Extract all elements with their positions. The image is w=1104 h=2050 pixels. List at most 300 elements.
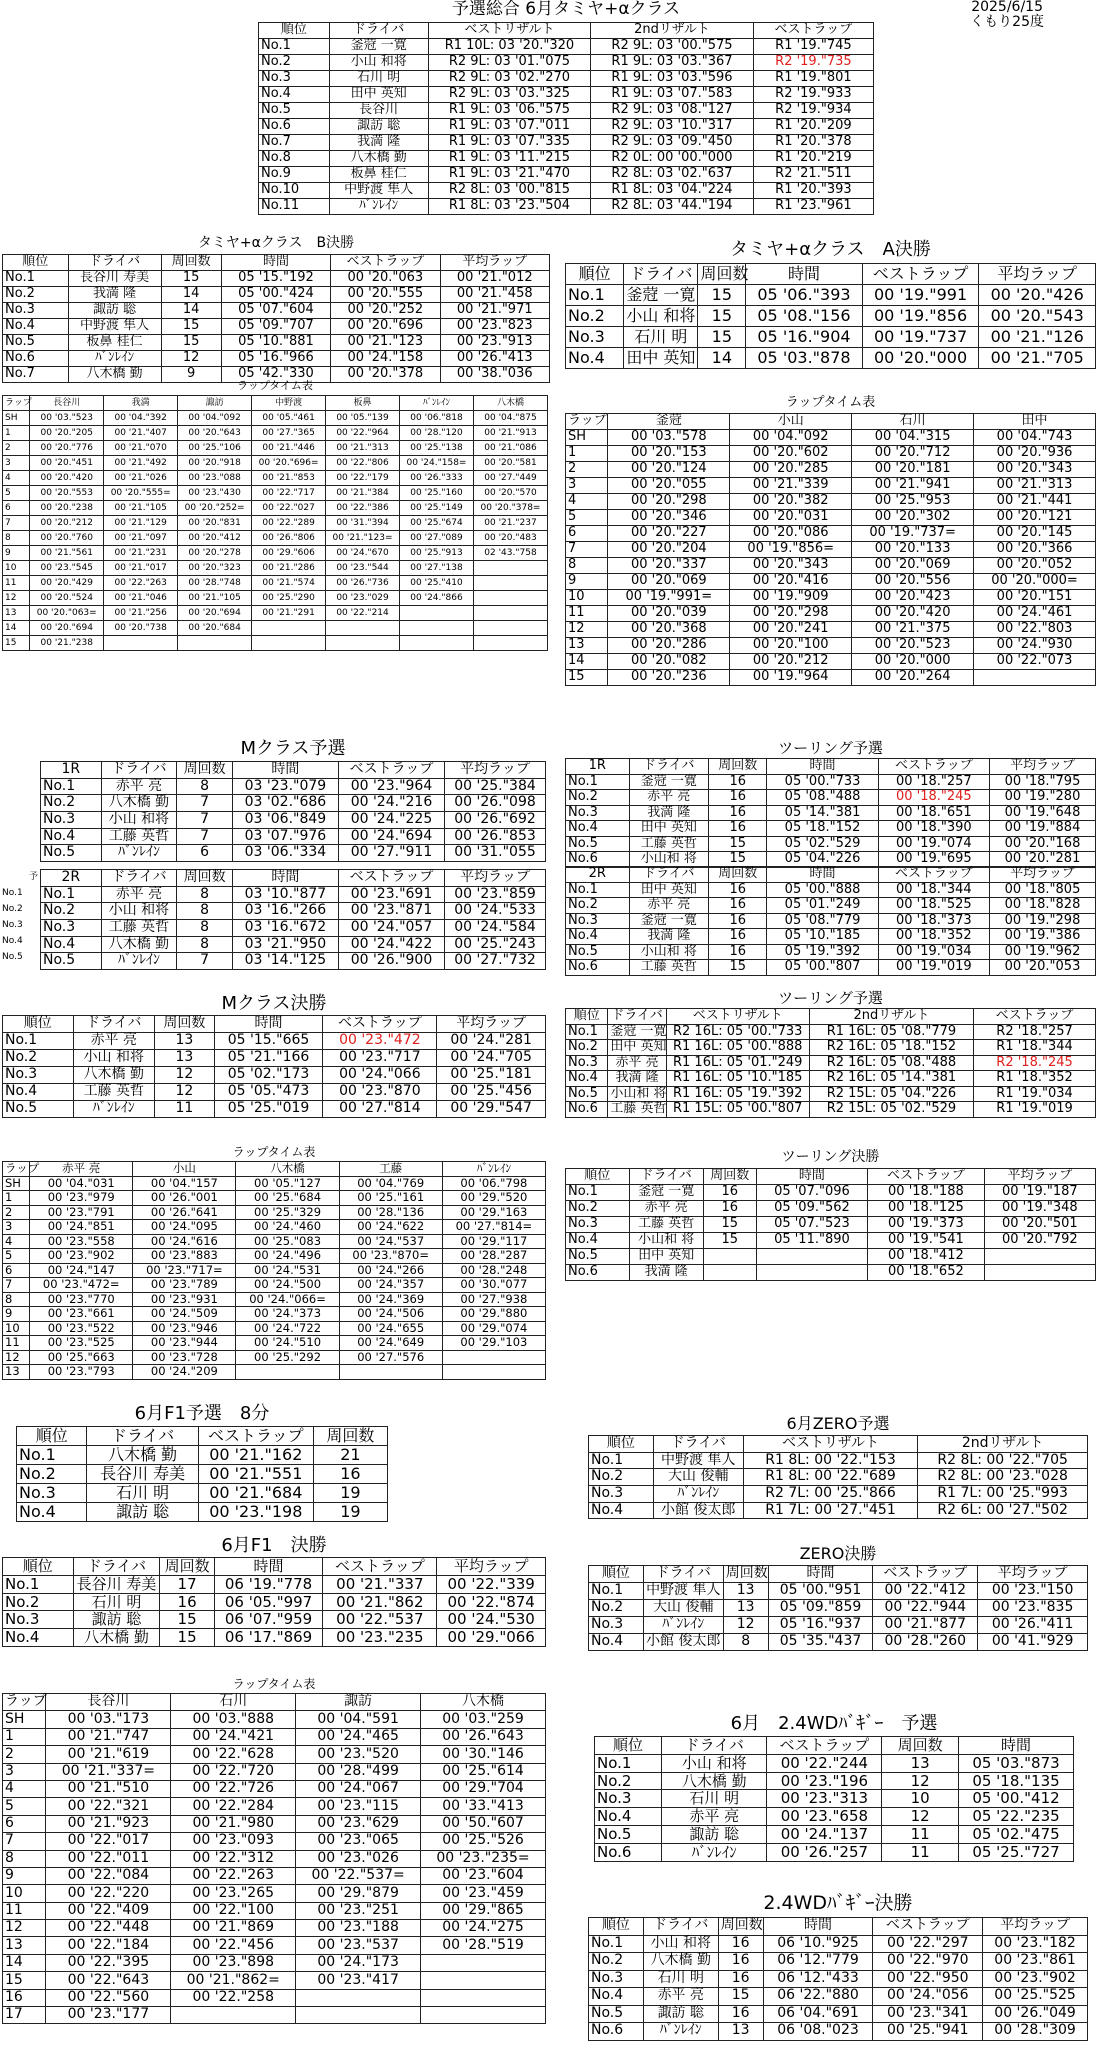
table-cell: 05 '07."096 [756,1185,867,1201]
table-cell: 00 '22."874 [437,1593,546,1611]
table-cell: 00 '24."158 [331,351,440,367]
table-header-row [41,762,546,779]
table-cell: 11 [155,1101,215,1118]
table-cell: 00 '04."157 [133,1176,236,1191]
table-cell: 05 '00."807 [767,960,878,976]
table-cell: 00 '22."258 [171,1989,296,2006]
table-row [3,1593,546,1611]
table-cell: 00 '20."145 [974,526,1096,542]
table-cell: 00 '21."286 [252,561,326,576]
tour-qual-r2-section [565,866,1096,976]
table-row [589,1970,1088,1988]
table-cell: 05 '10."881 [221,335,330,351]
table-cell: No.6 [566,1102,608,1118]
table-cell: 00 '24."422 [338,936,444,953]
column-header: 順位 [566,1009,608,1025]
tour-qual-r1-table [565,758,1096,868]
table-cell: No.5 [566,1249,630,1265]
table-cell: R1 9L: 03 '07."011 [428,119,591,135]
column-header: 赤平 亮 [30,1162,133,1177]
table-cell: 00 '04."769 [339,1176,442,1191]
table-row [3,1050,546,1067]
table-cell: 00 '21."877 [873,1617,978,1634]
table-cell: No.2 [566,306,624,327]
table-cell: No.5 [595,1825,662,1843]
table-cell: 00 '20."378= [473,501,547,516]
table-cell: R1 9L: 03 '21."470 [428,167,591,183]
table-cell: 12 [155,1084,215,1101]
table-cell: No.5 [566,944,630,960]
table-cell: 00 '22."027 [252,501,326,516]
table-row [595,1843,1074,1861]
table-cell: R2 15L: 05 '02."529 [809,1102,973,1118]
table-cell: 00 '03."523 [30,411,104,426]
table-cell: 00 '25."243 [444,936,545,953]
table-cell: 00 '24."670 [326,546,400,561]
table-row [3,351,550,367]
column-header: 平均ラップ [979,264,1096,285]
table-cell: 00 '29."117 [442,1234,545,1249]
table-cell: No.6 [566,960,630,976]
table-row [595,1825,1074,1843]
table-row [3,1205,546,1220]
f1-final-title: 6月F1 決勝 [221,1535,327,1556]
table-cell: R2 9L: 03 '08."127 [591,103,754,119]
table-cell: 釜蒄 一寛 [329,39,428,55]
table-cell: 00 '24."506 [339,1307,442,1322]
table-cell: No.11 [259,199,330,215]
column-header: 時間 [756,1169,867,1185]
table-row [589,1988,1088,2006]
table-cell: 3 [3,1220,30,1235]
table-cell: 00 '18."651 [878,805,989,821]
table-cell: 00 '22."017 [46,1833,171,1850]
table-cell: 00 '27."138 [400,561,474,576]
table-cell: 05 '35."437 [768,1634,873,1651]
table-row [3,486,548,501]
table-cell: 00 '23."717 [323,1050,437,1067]
table-cell: 00 '25."106 [178,441,252,456]
table-cell: 00 '27."732 [444,953,545,970]
table-cell: 00 '21."561 [30,546,104,561]
table-cell: 00 '21."238 [30,636,104,651]
buggy-qual-section [594,1712,1074,1862]
table-cell: 00 '18."373 [878,913,989,929]
lap-b-title: ラップタイム表 [237,379,313,392]
table-cell: 00 '24."357 [339,1278,442,1293]
table-row [41,903,546,920]
table-cell: 00 '20."298 [730,606,852,622]
table-cell: 13 [723,1583,768,1600]
table-cell [421,1954,546,1971]
table-row [566,622,1096,638]
table-row [589,1600,1088,1617]
table-cell: 00 '21."231 [104,546,178,561]
table-cell: No.2 [3,1050,74,1067]
table-cell: 00 '20."918 [178,456,252,471]
table-header-row [3,396,548,411]
table-cell: 八木橋 勤 [101,795,177,812]
table-cell: 00 '22."643 [46,1972,171,1989]
table-cell: 00 '24."866 [400,591,474,606]
column-header: 平均ラップ [444,870,545,887]
table-cell: R1 9L: 03 '03."596 [591,71,754,87]
table-header-row [566,1009,1096,1025]
table-cell: 12 [723,1617,768,1634]
column-header: ドライバ [653,1436,743,1453]
table-cell: 05 '21."166 [214,1050,323,1067]
table-cell: 05 '00."951 [768,1583,873,1600]
zero-final-table [588,1565,1088,1651]
table-cell: No.6 [566,852,630,868]
table-row [3,1575,546,1593]
table-row [3,411,548,426]
table-cell: 00 '18."352 [878,929,989,945]
table-row [566,462,1096,478]
table-cell: 00 '24."694 [338,828,444,845]
table-cell: R1 '18."352 [974,1071,1096,1087]
table-cell [326,636,400,651]
column-header: ベストリザルト [743,1436,918,1453]
column-header: 周回数 [161,255,221,271]
table-cell: 00 '22."289 [252,516,326,531]
table-cell: 00 '22."312 [171,1850,296,1867]
tamiya-a-section [565,236,1096,369]
table-cell: 00 '20."031 [730,510,852,526]
table-row [3,1611,546,1629]
table-cell: 19 [313,1503,387,1522]
table-cell: 小山和 将 [629,944,709,960]
table-cell: 00 '21."313 [974,478,1096,494]
table-cell: 00 '20."366 [974,542,1096,558]
table-cell: R2 0L: 00 '00."000 [591,151,754,167]
table-cell: R2 7L: 00 '25."866 [743,1486,918,1503]
table-cell: 釜蒄 一寛 [608,1024,666,1040]
table-cell: SH [3,411,30,426]
table-cell: 田中 英知 [629,882,709,898]
table-cell: 00 '20."523 [852,638,974,654]
table-cell: R1 9L: 03 '06."575 [428,103,591,119]
table-row [566,606,1096,622]
table-cell: 00 '21."684 [198,1484,313,1503]
tamiya-a-table [565,263,1096,369]
table-cell: 6 [177,845,233,862]
table-cell: 00 '23."177 [46,2007,171,2024]
table-cell: 05 '42."330 [221,367,330,383]
m-qual-side-label: No.5 [2,952,23,962]
table-cell: 八木橋 勤 [73,1067,154,1084]
table-row [566,1201,1096,1217]
table-cell: 16 [709,929,767,945]
column-header: 平均ラップ [440,255,549,271]
table-cell: 八木橋 勤 [329,151,428,167]
lap-m-table [2,1161,546,1380]
table-cell [473,621,547,636]
table-row [3,335,550,351]
table-cell: R1 '19."745 [753,39,873,55]
table-cell: 00 '24."461 [974,606,1096,622]
m-qual-side-label: No.3 [2,920,23,930]
table-cell: 00 '23."341 [873,2005,983,2023]
table-cell: 8 [3,531,30,546]
table-cell: 00 '20."553 [30,486,104,501]
table-cell: 00 '18."652 [868,1265,985,1281]
lap-m-section [2,1146,546,1380]
table-cell: 諏訪 聡 [73,1611,160,1629]
column-header: 工藤 [339,1162,442,1177]
table-cell: 小館 俊太郎 [653,1502,743,1519]
table-row [3,1850,546,1867]
table-cell: ﾊﾞﾝﾚｲﾝ [329,199,428,215]
table-row [3,1867,546,1884]
lap-a-title: ラップタイム表 [785,395,876,410]
table-cell: 11 [3,1902,46,1919]
table-cell: 00 '29."074 [442,1321,545,1336]
table-row [3,636,548,651]
table-cell: R2 6L: 00 '27."502 [918,1502,1088,1519]
table-row [3,561,548,576]
table-cell: 7 [177,828,233,845]
table-row [3,1902,546,1919]
table-cell: 00 '20."420 [30,471,104,486]
table-cell: 00 '21."026 [104,471,178,486]
table-cell: 8 [177,920,233,937]
table-cell: 00 '19."373 [868,1217,985,1233]
table-cell: 小山 和将 [101,812,177,829]
tour-final-title: ツーリング決勝 [781,1149,880,1165]
table-row [259,103,874,119]
table-row [566,654,1096,670]
table-cell: 15 [161,319,221,335]
column-header: 田中 [974,414,1096,430]
table-cell: 05 '08."488 [767,790,878,806]
table-row [3,1972,546,1989]
table-row [589,1953,1088,1971]
table-cell: R2 '19."735 [753,55,873,71]
table-cell [104,636,178,651]
table-cell: 12 [3,1350,30,1365]
table-cell: 00 '24."496 [236,1249,339,1264]
m-qual-r1-table [40,761,546,862]
table-cell: 00 '21."913 [473,426,547,441]
table-cell: 00 '25."941 [873,2023,983,2041]
column-header: 順位 [589,1566,644,1583]
lap-b-section [2,380,548,651]
column-header: 周回数 [882,1737,959,1755]
table-cell: 3 [3,456,30,471]
table-cell: 03 '21."950 [232,936,338,953]
table-row [566,960,1096,976]
tamiya-b-section [2,236,550,383]
table-cell: 00 '26."641 [133,1205,236,1220]
column-header: 2R [566,867,630,883]
table-cell: No.4 [3,1629,74,1647]
tour-qual-r2-table [565,866,1096,976]
table-cell: No.2 [589,1600,644,1617]
table-cell: 14 [3,621,30,636]
table-cell [178,636,252,651]
table-cell: 00 '26."736 [326,576,400,591]
table-cell: 05 '01."249 [767,898,878,914]
table-cell: 00 '18."188 [868,1185,985,1201]
column-header: 順位 [17,1427,87,1446]
table-row [3,1263,546,1278]
table-cell: SH [566,430,608,446]
table-cell: 00 '24."225 [338,812,444,829]
column-header: 平均ラップ [989,759,1095,775]
table-cell: R1 '20."209 [753,119,873,135]
table-row [566,821,1096,837]
table-cell: 00 '23."883 [133,1249,236,1264]
table-cell: No.4 [566,929,630,945]
table-cell: 05 '18."135 [959,1772,1074,1790]
table-cell: 05 '00."424 [221,287,330,303]
table-cell: 8 [177,903,233,920]
table-cell: 00 '25."160 [400,486,474,501]
table-cell: 06 '04."691 [763,2005,873,2023]
column-header: 時間 [221,255,330,271]
table-cell: 00 '24."509 [133,1307,236,1322]
table-cell: 00 '19."074 [878,836,989,852]
table-cell: 00 '20."423 [852,590,974,606]
table-cell: 11 [882,1843,959,1861]
table-cell: 00 '19."991 [862,285,979,306]
table-cell: 13 [723,1600,768,1617]
table-cell: 小山和 将 [608,1086,666,1102]
table-cell: No.4 [259,87,330,103]
table-cell: 諏訪 聡 [87,1503,198,1522]
table-cell: 06 '08."023 [763,2023,873,2041]
table-cell [473,591,547,606]
table-cell: 00 '20."053 [989,960,1095,976]
table-cell: 諏訪 聡 [662,1825,767,1843]
table-row [566,1102,1096,1118]
table-cell: R2 9L: 03 '09."450 [591,135,754,151]
table-cell: R1 16L: 05 '01."249 [666,1055,809,1071]
table-cell: 15 [698,285,746,306]
table-cell: 16 [718,2005,763,2023]
table-cell: 00 '23."871 [338,903,444,920]
table-cell: No.1 [595,1754,662,1772]
table-row [566,1055,1096,1071]
table-cell: R2 9L: 03 '00."575 [591,39,754,55]
column-header: ドライバ [101,870,177,887]
table-cell: 八木橋 勤 [662,1772,767,1790]
column-header: ベストラップ [331,255,440,271]
table-cell: 00 '21."980 [171,1815,296,1832]
table-cell: 00 '20."555= [104,486,178,501]
table-cell: 中野渡 隼人 [68,319,161,335]
table-cell: 00 '20."212 [30,516,104,531]
table-row [3,1815,546,1832]
table-cell: 小山 和将 [624,306,698,327]
table-cell: 我満 隆 [608,1071,666,1087]
table-row [589,1935,1088,1953]
table-cell: 00 '21."291 [252,606,326,621]
table-cell: 00 '20."696= [252,456,326,471]
table-cell: R2 9L: 03 '01."075 [428,55,591,71]
table-cell: 00 '25."138 [400,441,474,456]
table-cell: 00 '23."913 [440,335,549,351]
table-cell: 諏訪 聡 [68,303,161,319]
table-cell: R2 '19."933 [753,87,873,103]
table-cell: 00 '24."147 [30,1263,133,1278]
table-cell [171,2007,296,2024]
table-header-row [3,1694,546,1711]
table-cell: R1 10L: 03 '20."320 [428,39,591,55]
table-cell: 00 '23."235= [421,1850,546,1867]
table-cell: No.2 [566,1040,608,1056]
table-cell: No.7 [259,135,330,151]
column-header: 順位 [3,1016,74,1033]
table-cell: 15 [698,306,746,327]
table-cell: 赤平 亮 [73,1033,154,1050]
table-cell: 00 '25."684 [236,1191,339,1206]
table-cell: 00 '21."123 [331,335,440,351]
table-cell: 00 '23."522 [30,1321,133,1336]
column-header: ドライバ [329,23,428,39]
table-cell: 06 '12."433 [763,1970,873,1988]
table-cell: 00 '18."245 [878,790,989,806]
table-cell: 10 [3,561,30,576]
table-cell: 13 [155,1050,215,1067]
tour-summary-section [565,990,1096,1118]
table-cell: 03 '10."877 [232,886,338,903]
table-cell: 00 '23."545 [30,561,104,576]
table-row [566,1071,1096,1087]
column-header: 時間 [232,762,338,779]
table-cell: 05 '16."904 [746,327,863,348]
table-cell: No.5 [41,953,102,970]
table-cell: 00 '22."297 [873,1935,983,1953]
table-cell: 11 [566,606,608,622]
table-row [41,795,546,812]
table-cell: No.1 [566,774,630,790]
table-cell: 05 '11."890 [756,1233,867,1249]
table-cell: 05 '25."727 [959,1843,1074,1861]
table-cell: 赤平 亮 [629,898,709,914]
table-cell: 00 '24."275 [421,1920,546,1937]
table-cell: 17 [3,2007,46,2024]
table-cell: 00 '25."456 [437,1084,546,1101]
table-cell: 石川 明 [643,1970,718,1988]
table-cell: 00 '19."964 [730,670,852,686]
table-cell [703,1249,756,1265]
table-cell: 13 [566,638,608,654]
table-cell: 00 '20."124 [608,462,730,478]
tamiya-a-title: タミヤ+αクラス A決勝 [730,239,931,260]
table-cell: 21 [313,1446,387,1465]
table-row [3,2007,546,2024]
table-cell: 00 '22."448 [46,1920,171,1937]
table-cell: 9 [3,1867,46,1884]
table-cell: 05 '15."192 [221,271,330,287]
table-cell: 00 '22."628 [171,1746,296,1763]
table-cell [473,606,547,621]
table-cell: 00 '20."055 [608,478,730,494]
table-cell: 00 '27."365 [252,426,326,441]
table-cell: 板鼻 桂仁 [329,167,428,183]
table-cell: 00 '03."259 [421,1711,546,1728]
table-cell: 工藤 英哲 [101,828,177,845]
table-cell: 00 '27."938 [442,1292,545,1307]
table-row [259,71,874,87]
column-header: 周回数 [709,867,767,883]
table-cell: 工藤 英哲 [608,1102,666,1118]
table-cell: 15 [3,1972,46,1989]
table-cell: 00 '20."063 [331,271,440,287]
lap-f1-table [2,1693,546,2024]
